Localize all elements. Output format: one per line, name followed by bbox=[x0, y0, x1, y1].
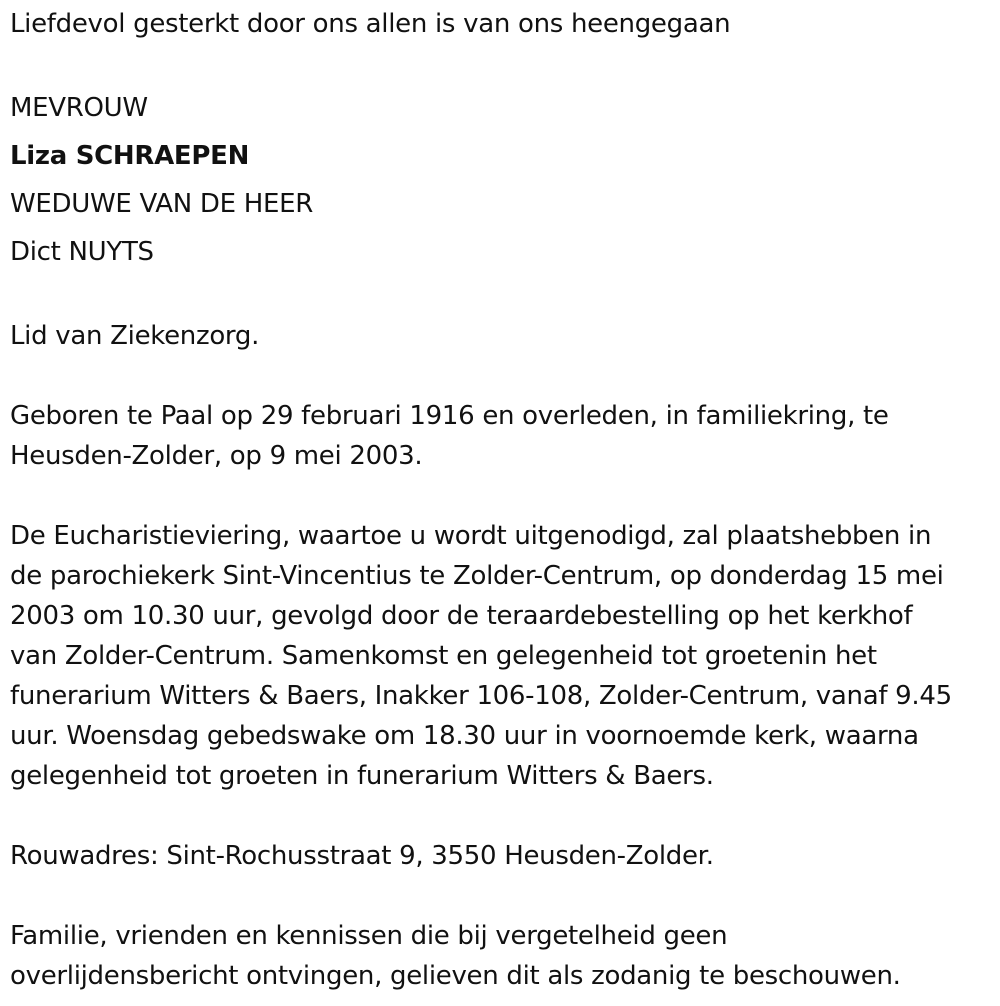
service-line: 2003 om 10.30 uur, gevolgd door de teraardebestelling op het kerkhof bbox=[10, 601, 913, 631]
closing-line: Familie, vrienden en kennissen die bij vergetelheid geen bbox=[10, 921, 728, 951]
service-line: van Zolder-Centrum. Samenkomst en gelegenheid tot groetenin het bbox=[10, 641, 877, 671]
membership-text: Lid van Ziekenzorg. bbox=[10, 321, 260, 351]
service-line: De Eucharistieviering, waartoe u wordt uitgenodigd, zal plaatshebben in bbox=[10, 521, 932, 551]
spacer bbox=[10, 356, 990, 396]
husband-name: Dict NUYTS bbox=[10, 237, 154, 267]
spacer bbox=[10, 44, 990, 84]
title-text: MEVROUW bbox=[10, 93, 148, 123]
birth-line: Geboren te Paal op 29 februari 1916 en overleden, in familiekring, te bbox=[10, 401, 889, 431]
spacer bbox=[10, 876, 990, 916]
widow-of-text: WEDUWE VAN DE HEER bbox=[10, 189, 313, 219]
spacer bbox=[10, 476, 990, 516]
spacer bbox=[10, 796, 990, 836]
service-paragraph bbox=[10, 516, 990, 796]
service-line: funerarium Witters & Baers, Inakker 106-108, Zolder-Centrum, vanaf 9.45 bbox=[10, 681, 952, 711]
service-line: uur. Woensdag gebedswake om 18.30 uur in voornoemde kerk, waarna bbox=[10, 721, 919, 751]
deceased-name: Liza SCHRAEPEN bbox=[10, 141, 250, 171]
address-text: Rouwadres: Sint-Rochusstraat 9, 3550 Heusden-Zolder. bbox=[10, 841, 714, 871]
service-line: de parochiekerk Sint-Vincentius te Zolder-Centrum, op donderdag 15 mei bbox=[10, 561, 944, 591]
birth-line: Heusden-Zolder, op 9 mei 2003. bbox=[10, 441, 423, 471]
service-line: gelegenheid tot groeten in funerarium Witters & Baers. bbox=[10, 761, 714, 791]
deceased-block bbox=[10, 84, 990, 276]
closing-paragraph bbox=[10, 916, 990, 996]
birth-paragraph bbox=[10, 396, 990, 476]
intro-text: Liefdevol gesterkt door ons allen is van ons heengegaan bbox=[10, 9, 731, 39]
spacer bbox=[10, 276, 990, 316]
closing-line: overlijdensbericht ontvingen, gelieven dit als zodanig te beschouwen. bbox=[10, 961, 901, 991]
